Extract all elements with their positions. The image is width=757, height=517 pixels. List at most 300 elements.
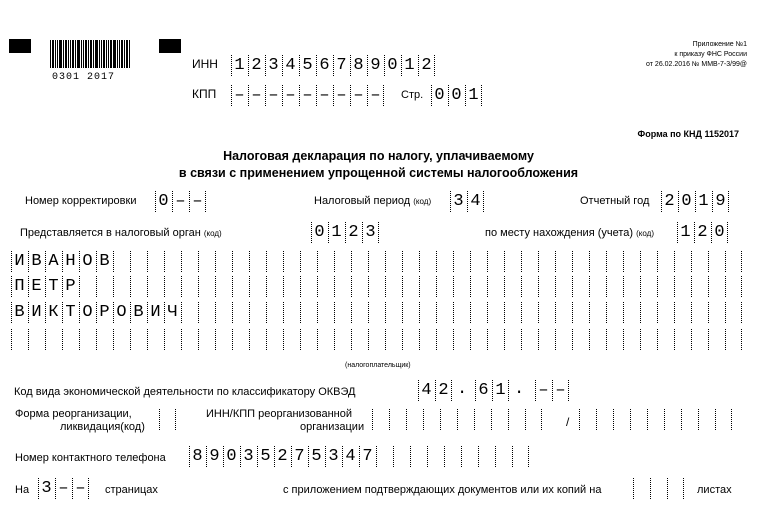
kpp-cell[interactable]: – xyxy=(231,85,248,106)
patronymic-cell[interactable] xyxy=(521,302,538,323)
name-cell[interactable] xyxy=(249,276,266,297)
kpp-cell[interactable]: – xyxy=(282,85,299,106)
taxpayer-extra-cell[interactable] xyxy=(521,329,538,350)
declaration-title-line-1: Налоговая декларация по налогу, уплачиваемому xyxy=(223,149,534,163)
reorg-kpp-field[interactable] xyxy=(579,409,732,430)
surname-cell[interactable] xyxy=(504,251,521,272)
patronymic-cell[interactable] xyxy=(402,302,419,323)
patronymic-cell[interactable] xyxy=(538,302,555,323)
taxpayer-surname-field[interactable] xyxy=(11,251,742,272)
kpp-cell[interactable]: – xyxy=(248,85,265,106)
surname-cell[interactable] xyxy=(572,251,589,272)
surname-cell[interactable] xyxy=(555,251,572,272)
patronymic-cell[interactable] xyxy=(419,302,436,323)
patronymic-cell[interactable] xyxy=(249,302,266,323)
surname-cell[interactable] xyxy=(317,251,334,272)
appendix-line-1: Приложение №1 xyxy=(692,41,747,48)
taxpayer-extra-cell[interactable] xyxy=(198,329,215,350)
attachment-sheets-cell[interactable] xyxy=(650,478,667,499)
kpp-cell[interactable]: – xyxy=(265,85,282,106)
reorg-inn-cell[interactable] xyxy=(457,409,474,430)
name-cell[interactable]: Р xyxy=(62,276,79,297)
taxpayer-extra-cell[interactable] xyxy=(79,329,96,350)
name-cell[interactable] xyxy=(589,276,606,297)
phone-cell[interactable]: 3 xyxy=(325,446,342,467)
patronymic-cell[interactable] xyxy=(368,302,385,323)
taxpayer-extra-cell[interactable] xyxy=(436,329,453,350)
taxpayer-extra-cell[interactable] xyxy=(28,329,45,350)
barcode xyxy=(50,40,131,68)
name-cell[interactable] xyxy=(606,276,623,297)
tax-period-label xyxy=(314,195,431,208)
okved-1-cell[interactable]: 2 xyxy=(435,380,452,401)
inn-cell[interactable]: 1 xyxy=(231,55,248,76)
surname-cell[interactable] xyxy=(419,251,436,272)
surname-cell[interactable] xyxy=(640,251,657,272)
patronymic-cell[interactable]: В xyxy=(130,302,147,323)
surname-cell[interactable] xyxy=(164,251,181,272)
phone-cell[interactable] xyxy=(461,446,478,467)
location-cell[interactable]: 1 xyxy=(677,222,694,243)
reorg-inn-cell[interactable] xyxy=(440,409,457,430)
okved-code-part-1[interactable] xyxy=(418,380,452,401)
correction-number-field[interactable] xyxy=(155,191,206,212)
location-field[interactable] xyxy=(677,222,728,243)
inn-cell[interactable]: 3 xyxy=(265,55,282,76)
patronymic-cell[interactable] xyxy=(674,302,691,323)
phone-cell[interactable] xyxy=(410,446,427,467)
name-cell[interactable] xyxy=(181,276,198,297)
knd-form-label: Форма по КНД 1152017 xyxy=(637,129,739,139)
inn-cell[interactable]: 4 xyxy=(282,55,299,76)
taxpayer-extra-cell[interactable] xyxy=(130,329,147,350)
name-cell[interactable] xyxy=(402,276,419,297)
name-cell[interactable] xyxy=(215,276,232,297)
surname-cell[interactable] xyxy=(657,251,674,272)
corner-marker-left xyxy=(9,39,31,53)
name-cell[interactable] xyxy=(555,276,572,297)
patronymic-cell[interactable] xyxy=(351,302,368,323)
reporting-year-cell[interactable]: 2 xyxy=(661,191,678,212)
name-cell[interactable] xyxy=(674,276,691,297)
reorg-inn-cell[interactable] xyxy=(474,409,491,430)
phone-cell[interactable]: 5 xyxy=(308,446,325,467)
name-cell[interactable] xyxy=(232,276,249,297)
okved-2-cell[interactable]: 6 xyxy=(475,380,492,401)
phone-cell[interactable]: 7 xyxy=(359,446,376,467)
reporting-year-label: Отчетный год xyxy=(580,195,650,207)
okved-code-part-3[interactable] xyxy=(535,380,569,401)
surname-cell[interactable] xyxy=(249,251,266,272)
name-cell[interactable] xyxy=(623,276,640,297)
reorg-inn-cell[interactable] xyxy=(508,409,525,430)
inn-cell[interactable]: 7 xyxy=(333,55,350,76)
name-cell[interactable] xyxy=(725,276,742,297)
patronymic-cell[interactable] xyxy=(300,302,317,323)
taxpayer-extra-cell[interactable] xyxy=(402,329,419,350)
patronymic-cell[interactable] xyxy=(317,302,334,323)
name-cell[interactable] xyxy=(368,276,385,297)
surname-cell[interactable]: И xyxy=(11,251,28,272)
tax-authority-cell[interactable]: 0 xyxy=(311,222,328,243)
tax-authority-cell[interactable]: 3 xyxy=(362,222,379,243)
taxpayer-extra-cell[interactable] xyxy=(11,329,28,350)
inn-field[interactable] xyxy=(231,55,435,76)
surname-cell[interactable] xyxy=(453,251,470,272)
reorg-form-field[interactable] xyxy=(159,409,176,430)
patronymic-cell[interactable] xyxy=(487,302,504,323)
name-cell[interactable]: Т xyxy=(45,276,62,297)
patronymic-cell[interactable] xyxy=(215,302,232,323)
pages-count-cell[interactable]: – xyxy=(72,478,89,499)
patronymic-cell[interactable] xyxy=(555,302,572,323)
reporting-year-cell[interactable]: 9 xyxy=(712,191,729,212)
taxpayer-extra-cell[interactable] xyxy=(164,329,181,350)
patronymic-cell[interactable] xyxy=(725,302,742,323)
patronymic-cell[interactable]: Т xyxy=(62,302,79,323)
appendix-line-2: к приказу ФНС России xyxy=(674,51,747,58)
taxpayer-extra-cell[interactable] xyxy=(232,329,249,350)
reorg-kpp-cell[interactable] xyxy=(613,409,630,430)
name-cell[interactable] xyxy=(419,276,436,297)
patronymic-cell[interactable] xyxy=(623,302,640,323)
taxpayer-extra-cell[interactable] xyxy=(657,329,674,350)
name-cell[interactable]: Е xyxy=(28,276,45,297)
reorg-inn-field[interactable] xyxy=(372,409,542,430)
reorg-inn-cell[interactable] xyxy=(423,409,440,430)
tax-period-field[interactable] xyxy=(450,191,484,212)
taxpayer-name-field[interactable] xyxy=(11,276,742,297)
kpp-cell[interactable]: – xyxy=(316,85,333,106)
attachment-sheets-field[interactable] xyxy=(633,478,684,499)
phone-cell[interactable] xyxy=(444,446,461,467)
patronymic-cell[interactable]: И xyxy=(147,302,164,323)
patronymic-cell[interactable] xyxy=(385,302,402,323)
patronymic-cell[interactable]: Ч xyxy=(164,302,181,323)
reporting-year-field[interactable] xyxy=(661,191,729,212)
taxpayer-extra-cell[interactable] xyxy=(708,329,725,350)
tax-period-cell[interactable]: 3 xyxy=(450,191,467,212)
phone-cell[interactable]: 5 xyxy=(257,446,274,467)
taxpayer-extra-cell[interactable] xyxy=(283,329,300,350)
reorg-kpp-cell[interactable] xyxy=(715,409,732,430)
surname-cell[interactable] xyxy=(402,251,419,272)
reorg-kpp-cell[interactable] xyxy=(698,409,715,430)
taxpayer-extra-cell[interactable] xyxy=(487,329,504,350)
surname-cell[interactable] xyxy=(198,251,215,272)
taxpayer-extra-cell[interactable] xyxy=(623,329,640,350)
taxpayer-extra-cell[interactable] xyxy=(181,329,198,350)
patronymic-cell[interactable] xyxy=(504,302,521,323)
taxpayer-extra-cell[interactable] xyxy=(249,329,266,350)
kpp-cell[interactable]: – xyxy=(350,85,367,106)
taxpayer-extra-cell[interactable] xyxy=(113,329,130,350)
phone-cell[interactable] xyxy=(512,446,529,467)
patronymic-cell[interactable]: О xyxy=(113,302,130,323)
patronymic-cell[interactable]: К xyxy=(45,302,62,323)
page-number-field[interactable] xyxy=(431,85,482,106)
name-cell[interactable] xyxy=(538,276,555,297)
surname-cell[interactable] xyxy=(147,251,164,272)
phone-field[interactable] xyxy=(189,446,529,467)
pages-count-cell[interactable]: 3 xyxy=(38,478,55,499)
name-cell[interactable] xyxy=(147,276,164,297)
taxpayer-extra-field[interactable] xyxy=(11,329,742,350)
name-cell[interactable] xyxy=(504,276,521,297)
correction-cell[interactable]: – xyxy=(172,191,189,212)
tax-authority-cell[interactable]: 1 xyxy=(328,222,345,243)
phone-cell[interactable] xyxy=(376,446,393,467)
taxpayer-extra-cell[interactable] xyxy=(317,329,334,350)
name-cell[interactable] xyxy=(572,276,589,297)
okved-3-cell[interactable]: – xyxy=(552,380,569,401)
okved-2-cell[interactable]: 1 xyxy=(492,380,509,401)
name-cell[interactable] xyxy=(334,276,351,297)
patronymic-cell[interactable] xyxy=(198,302,215,323)
patronymic-cell[interactable] xyxy=(436,302,453,323)
patronymic-cell[interactable] xyxy=(640,302,657,323)
reporting-year-cell[interactable]: 1 xyxy=(695,191,712,212)
name-cell[interactable] xyxy=(130,276,147,297)
page-number-cell[interactable]: 0 xyxy=(448,85,465,106)
surname-cell[interactable] xyxy=(521,251,538,272)
patronymic-cell[interactable] xyxy=(606,302,623,323)
pages-count-cell[interactable]: – xyxy=(55,478,72,499)
inn-cell[interactable]: 0 xyxy=(384,55,401,76)
taxpayer-extra-cell[interactable] xyxy=(266,329,283,350)
surname-cell[interactable] xyxy=(708,251,725,272)
kpp-cell[interactable]: – xyxy=(367,85,384,106)
phone-cell[interactable] xyxy=(427,446,444,467)
inn-cell[interactable]: 2 xyxy=(248,55,265,76)
surname-cell[interactable] xyxy=(606,251,623,272)
surname-cell[interactable] xyxy=(623,251,640,272)
reporting-year-cell[interactable]: 0 xyxy=(678,191,695,212)
taxpayer-extra-cell[interactable] xyxy=(674,329,691,350)
taxpayer-extra-cell[interactable] xyxy=(572,329,589,350)
inn-cell[interactable]: 8 xyxy=(350,55,367,76)
surname-cell[interactable] xyxy=(300,251,317,272)
kpp-cell[interactable]: – xyxy=(333,85,350,106)
name-cell[interactable] xyxy=(487,276,504,297)
okved-3-cell[interactable]: – xyxy=(535,380,552,401)
taxpayer-extra-cell[interactable] xyxy=(96,329,113,350)
taxpayer-extra-cell[interactable] xyxy=(504,329,521,350)
surname-cell[interactable] xyxy=(283,251,300,272)
taxpayer-patronymic-field[interactable] xyxy=(11,302,742,323)
okved-dot-2: . xyxy=(514,380,525,399)
name-cell[interactable] xyxy=(266,276,283,297)
name-cell[interactable] xyxy=(453,276,470,297)
reorg-kpp-cell[interactable] xyxy=(579,409,596,430)
surname-cell[interactable] xyxy=(470,251,487,272)
surname-cell[interactable] xyxy=(487,251,504,272)
name-cell[interactable] xyxy=(300,276,317,297)
name-cell[interactable] xyxy=(470,276,487,297)
taxpayer-extra-cell[interactable] xyxy=(368,329,385,350)
taxpayer-extra-cell[interactable] xyxy=(334,329,351,350)
surname-cell[interactable]: В xyxy=(96,251,113,272)
name-cell[interactable] xyxy=(708,276,725,297)
taxpayer-extra-cell[interactable] xyxy=(640,329,657,350)
surname-cell[interactable] xyxy=(368,251,385,272)
phone-cell[interactable]: 4 xyxy=(342,446,359,467)
surname-cell[interactable]: О xyxy=(79,251,96,272)
taxpayer-extra-cell[interactable] xyxy=(453,329,470,350)
phone-cell[interactable]: 3 xyxy=(240,446,257,467)
attachment-sheets-cell[interactable] xyxy=(633,478,650,499)
surname-cell[interactable]: А xyxy=(45,251,62,272)
inn-cell[interactable]: 5 xyxy=(299,55,316,76)
surname-cell[interactable] xyxy=(215,251,232,272)
surname-cell[interactable] xyxy=(385,251,402,272)
taxpayer-extra-cell[interactable] xyxy=(215,329,232,350)
surname-cell[interactable] xyxy=(538,251,555,272)
phone-cell[interactable] xyxy=(478,446,495,467)
reorg-inn-cell[interactable] xyxy=(372,409,389,430)
name-cell[interactable] xyxy=(640,276,657,297)
patronymic-cell[interactable] xyxy=(334,302,351,323)
name-cell[interactable] xyxy=(79,276,96,297)
phone-cell[interactable]: 8 xyxy=(189,446,206,467)
surname-cell[interactable] xyxy=(589,251,606,272)
surname-cell[interactable] xyxy=(130,251,147,272)
tax-authority-field[interactable] xyxy=(311,222,379,243)
reorg-inn-cell[interactable] xyxy=(389,409,406,430)
name-cell[interactable]: П xyxy=(11,276,28,297)
patronymic-cell[interactable] xyxy=(283,302,300,323)
surname-cell[interactable] xyxy=(232,251,249,272)
taxpayer-extra-cell[interactable] xyxy=(351,329,368,350)
tax-period-code-hint: (код) xyxy=(413,197,432,206)
reorg-kpp-cell[interactable] xyxy=(681,409,698,430)
inn-cell[interactable]: 9 xyxy=(367,55,384,76)
location-cell[interactable]: 0 xyxy=(711,222,728,243)
phone-cell[interactable]: 7 xyxy=(291,446,308,467)
taxpayer-extra-cell[interactable] xyxy=(725,329,742,350)
phone-cell[interactable] xyxy=(495,446,512,467)
location-label-text: по месту нахождения (учета) xyxy=(485,227,634,239)
taxpayer-extra-cell[interactable] xyxy=(691,329,708,350)
location-cell[interactable]: 2 xyxy=(694,222,711,243)
surname-cell[interactable]: Н xyxy=(62,251,79,272)
patronymic-cell[interactable] xyxy=(232,302,249,323)
patronymic-cell[interactable] xyxy=(657,302,674,323)
taxpayer-extra-cell[interactable] xyxy=(45,329,62,350)
taxpayer-extra-cell[interactable] xyxy=(147,329,164,350)
name-cell[interactable] xyxy=(113,276,130,297)
surname-cell[interactable] xyxy=(691,251,708,272)
taxpayer-extra-cell[interactable] xyxy=(385,329,402,350)
correction-cell[interactable]: 0 xyxy=(155,191,172,212)
patronymic-cell[interactable] xyxy=(453,302,470,323)
tax-period-cell[interactable]: 4 xyxy=(467,191,484,212)
reorg-inn-cell[interactable] xyxy=(406,409,423,430)
patronymic-cell[interactable]: О xyxy=(79,302,96,323)
name-cell[interactable] xyxy=(198,276,215,297)
reorg-kpp-cell[interactable] xyxy=(647,409,664,430)
patronymic-cell[interactable] xyxy=(266,302,283,323)
pages-count-field[interactable] xyxy=(38,478,89,499)
name-cell[interactable] xyxy=(283,276,300,297)
tax-authority-label-text: Представляется в налоговый орган xyxy=(20,227,201,239)
patronymic-cell[interactable]: И xyxy=(28,302,45,323)
tax-authority-cell[interactable]: 2 xyxy=(345,222,362,243)
name-cell[interactable] xyxy=(521,276,538,297)
okved-1-cell[interactable]: 4 xyxy=(418,380,435,401)
patronymic-cell[interactable] xyxy=(708,302,725,323)
surname-cell[interactable] xyxy=(351,251,368,272)
patronymic-cell[interactable]: Р xyxy=(96,302,113,323)
taxpayer-extra-cell[interactable] xyxy=(538,329,555,350)
name-cell[interactable] xyxy=(691,276,708,297)
name-cell[interactable] xyxy=(436,276,453,297)
taxpayer-extra-cell[interactable] xyxy=(470,329,487,350)
patronymic-cell[interactable] xyxy=(181,302,198,323)
taxpayer-extra-cell[interactable] xyxy=(300,329,317,350)
name-cell[interactable] xyxy=(385,276,402,297)
reorg-form-cell[interactable] xyxy=(159,409,176,430)
taxpayer-extra-cell[interactable] xyxy=(606,329,623,350)
reorg-kpp-cell[interactable] xyxy=(596,409,613,430)
surname-cell[interactable] xyxy=(436,251,453,272)
phone-cell[interactable]: 9 xyxy=(206,446,223,467)
surname-cell[interactable] xyxy=(113,251,130,272)
name-cell[interactable] xyxy=(317,276,334,297)
reorg-inn-cell[interactable] xyxy=(491,409,508,430)
attachment-label: с приложением подтверждающих документов или их копий на xyxy=(283,484,602,496)
attachment-sheets-cell[interactable] xyxy=(667,478,684,499)
patronymic-cell[interactable] xyxy=(572,302,589,323)
surname-cell[interactable] xyxy=(725,251,742,272)
kpp-cell[interactable]: – xyxy=(299,85,316,106)
tax-period-label-text: Налоговый период xyxy=(314,195,411,207)
inn-cell[interactable]: 1 xyxy=(401,55,418,76)
taxpayer-extra-cell[interactable] xyxy=(589,329,606,350)
name-cell[interactable] xyxy=(164,276,181,297)
patronymic-cell[interactable] xyxy=(470,302,487,323)
reorg-kpp-cell[interactable] xyxy=(664,409,681,430)
inn-cell[interactable]: 6 xyxy=(316,55,333,76)
page-number-cell[interactable]: 0 xyxy=(431,85,448,106)
inn-cell[interactable]: 2 xyxy=(418,55,435,76)
taxpayer-extra-cell[interactable] xyxy=(62,329,79,350)
name-cell[interactable] xyxy=(96,276,113,297)
corner-marker-right xyxy=(159,39,181,53)
okved-code-part-2[interactable] xyxy=(475,380,509,401)
kpp-field[interactable] xyxy=(231,85,384,106)
taxpayer-extra-cell[interactable] xyxy=(555,329,572,350)
phone-cell[interactable] xyxy=(393,446,410,467)
surname-cell[interactable] xyxy=(181,251,198,272)
surname-cell[interactable] xyxy=(674,251,691,272)
taxpayer-extra-cell[interactable] xyxy=(419,329,436,350)
phone-cell[interactable]: 0 xyxy=(223,446,240,467)
patronymic-cell[interactable]: В xyxy=(11,302,28,323)
phone-cell[interactable]: 2 xyxy=(274,446,291,467)
reorg-kpp-cell[interactable] xyxy=(630,409,647,430)
patronymic-cell[interactable] xyxy=(589,302,606,323)
reorg-inn-cell[interactable] xyxy=(525,409,542,430)
surname-cell[interactable] xyxy=(266,251,283,272)
patronymic-cell[interactable] xyxy=(691,302,708,323)
name-cell[interactable] xyxy=(657,276,674,297)
page-number-cell[interactable]: 1 xyxy=(465,85,482,106)
surname-cell[interactable] xyxy=(334,251,351,272)
name-cell[interactable] xyxy=(351,276,368,297)
correction-cell[interactable]: – xyxy=(189,191,206,212)
surname-cell[interactable]: В xyxy=(28,251,45,272)
